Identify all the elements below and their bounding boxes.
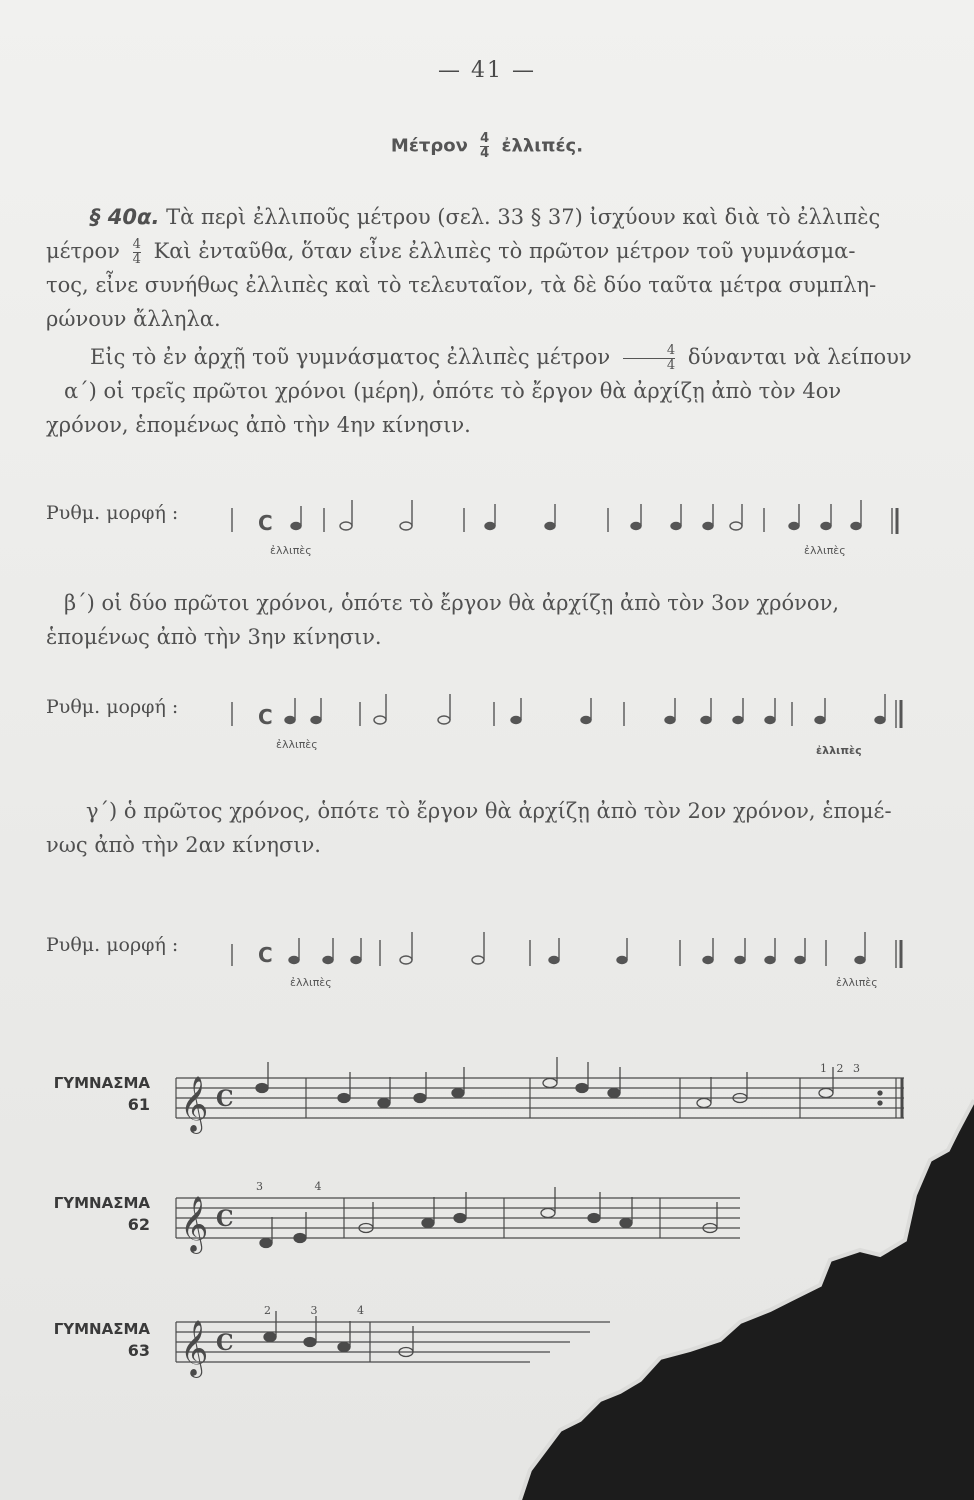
paragraph-text: Τὰ περὶ ἐλλιποῦς μέτρου (σελ. 33 § 37) ἰσχύουν καὶ διὰ τὸ ἐλλιπὲς [166, 205, 881, 229]
paragraph-text: Καὶ ἐνταῦθα, ὅταν εἶνε ἐλλιπὲς τὸ πρῶτον μέτρον τοῦ γυμνάσμα- [153, 239, 856, 263]
exercise-number: 61 [127, 1095, 150, 1114]
paragraph-line: ἑπομένως ἀπὸ τὴν 3ην κίνησιν. [46, 625, 382, 649]
paragraph-line: τος, εἶνε συνήθως ἐλλιπὲς καὶ τὸ τελευταῖον, τὰ δὲ δύο ταῦτα μέτρα συμπλη- [46, 273, 877, 297]
fraction-numerator: 4 [666, 343, 676, 358]
paragraph-line: β΄) οἱ δύο πρῶτοι χρόνοι, ὁπότε τὸ ἔργον θὰ ἀρχίζῃ ἀπὸ τὸν 3ον χρόνον, [64, 591, 840, 615]
ellipes-label: ἐλλιπὲς [276, 738, 318, 751]
fraction-numerator: 4 [132, 237, 141, 252]
rhythm-label: Ρυθμ. μορφή : [46, 502, 179, 524]
common-time-icon: C [216, 1330, 234, 1356]
paragraph-text: δύνανται νὰ λείπουν [687, 345, 912, 369]
ellipes-label: ἐλλιπὲς [836, 976, 878, 989]
ellipes-label: ἐλλιπὲς [804, 544, 846, 557]
rhythm-label: Ρυθμ. μορφή : [46, 934, 179, 956]
exercise-title: ΓΥΜΝΑΣΜΑ [53, 1074, 150, 1092]
paragraph-line: χρόνον, ἑπομένως ἀπὸ τὴν 4ην κίνησιν. [46, 413, 471, 437]
exercise-title: ΓΥΜΝΑΣΜΑ [53, 1320, 150, 1338]
treble-clef-icon: 𝄞 [180, 1196, 209, 1252]
exercise-number: 62 [127, 1215, 150, 1234]
exercise-number: 63 [127, 1341, 150, 1360]
fraction-denominator: 4 [623, 358, 675, 373]
svg-text:C: C [258, 511, 273, 535]
treble-clef-icon: 𝄞 [180, 1076, 209, 1132]
counting-numbers: 2 3 4 [264, 1304, 382, 1317]
counting-numbers: 1 2 3 [820, 1062, 863, 1075]
treble-clef-icon: 𝄞 [180, 1320, 209, 1376]
common-time-icon: C [216, 1206, 234, 1232]
exercise-title: ΓΥΜΝΑΣΜΑ [53, 1194, 150, 1212]
heading-text-before: Μέτρον [390, 135, 468, 157]
page-number: — 41 — [438, 58, 536, 83]
svg-text:C: C [258, 943, 273, 967]
heading-text-after: ἐλλιπές. [501, 135, 584, 157]
ellipes-label: ἐλλιπὲς [270, 544, 312, 557]
svg-text:C: C [258, 705, 273, 729]
fraction-denominator: 4 [132, 252, 141, 267]
fraction-denominator: 4 [480, 146, 490, 161]
counting-numbers: 3 4 [256, 1180, 346, 1193]
paragraph-line: α΄) οἱ τρεῖς πρῶτοι χρόνοι (μέρη), ὁπότε τὸ ἔργον θὰ ἀρχίζῃ ἀπὸ τὸν 4ον [64, 379, 842, 403]
common-time-icon: C [216, 1086, 234, 1112]
ellipes-label: ἐλλιπὲς [816, 744, 862, 757]
paragraph-line: γ΄) ὁ πρῶτος χρόνος, ὁπότε τὸ ἔργον θὰ ἀρχίζῃ ἀπὸ τὸν 2ον χρόνον, ἑπομέ- [86, 799, 892, 823]
ellipes-label: ἐλλιπὲς [290, 976, 332, 989]
paragraph-line: νως ἀπὸ τὴν 2αν κίνησιν. [46, 833, 321, 857]
rhythm-label: Ρυθμ. μορφή : [46, 696, 179, 718]
paragraph-text: Εἰς τὸ ἐν ἀρχῇ τοῦ γυμνάσματος ἐλλιπὲς μέτρον [90, 345, 611, 369]
section-number: § 40α. [90, 205, 160, 229]
fraction-numerator: 4 [480, 131, 490, 146]
paragraph-text: μέτρον [46, 239, 120, 263]
paragraph-line: ρώνουν ἄλληλα. [46, 307, 221, 331]
